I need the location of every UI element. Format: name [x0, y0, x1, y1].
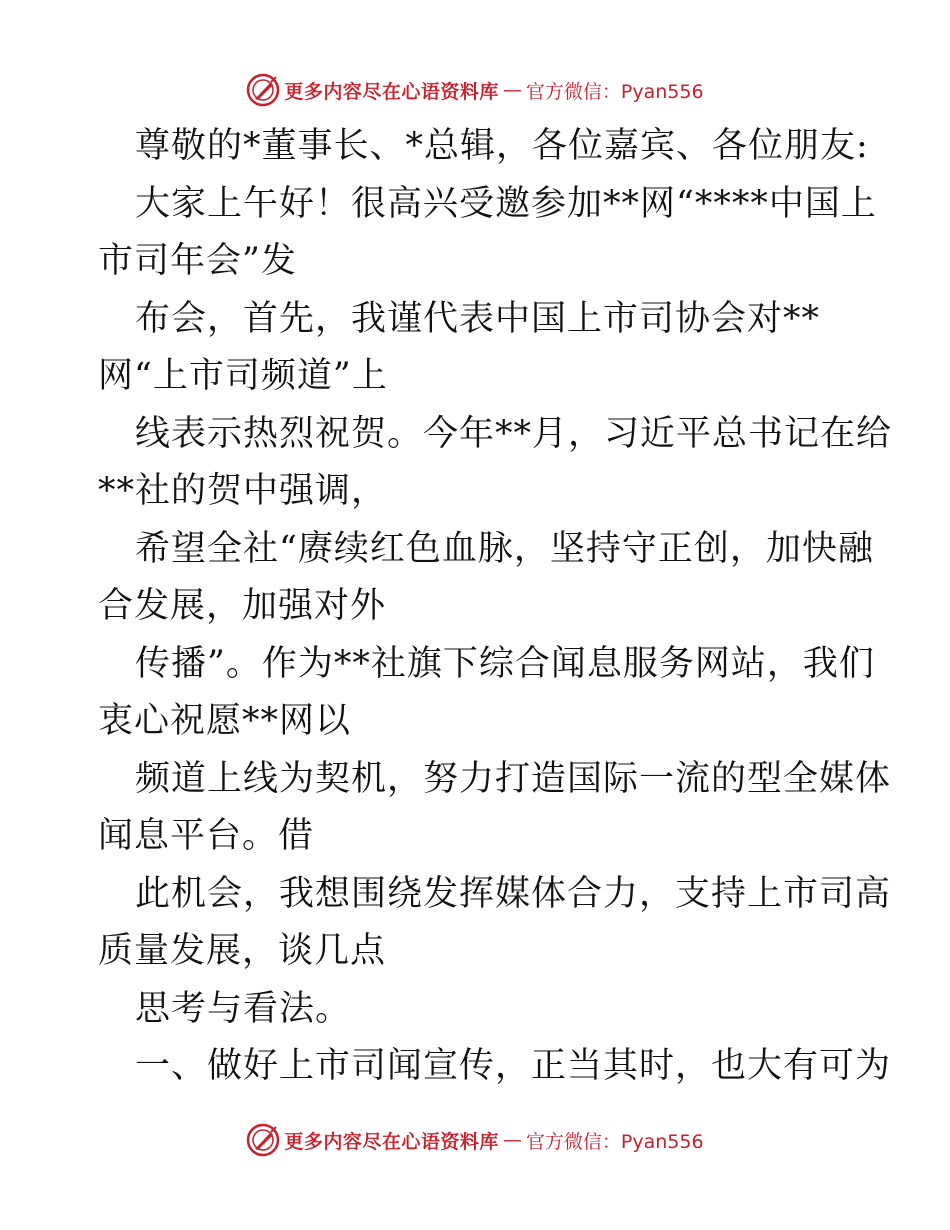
text-line: 思考与看法。: [135, 988, 352, 1029]
header-banner: [0, 72, 950, 108]
text-line: 大家上午好！很高兴受邀参加**网“****中国上: [135, 183, 877, 224]
text-line: 质量发展，谈几点: [98, 931, 387, 971]
text-line: 网“上市司频道”上: [98, 356, 388, 396]
text-line: 一、做好上市司闻宣传，正当其时，也大有可为: [135, 1046, 892, 1086]
text-line: 频道上线为契机，努力打造国际一流的型全媒体: [135, 758, 892, 799]
text-line: 合发展，加强对外: [98, 586, 387, 626]
quill-logo-icon: [246, 73, 280, 107]
text-line: 闻息平台。借: [98, 816, 315, 856]
text-line: 此机会，我想围绕发挥媒体合力，支持上市司高: [135, 873, 892, 914]
banner-text: 更多内容尽在心语资料库: [284, 80, 499, 103]
text-line: 传播”。作为**社旗下综合闻息服务网站，我们: [135, 643, 875, 684]
text-line: 尊敬的*董事长、*总辑，各位嘉宾、各位朋友:: [135, 126, 869, 166]
text-line: 希望全社“赓续红色血脉，坚持守正创，加快融: [135, 528, 874, 569]
text-line: 布会，首先，我谨代表中国上市司协会对**: [135, 298, 821, 339]
document-body: [98, 118, 893, 1096]
footer-banner: [0, 1122, 950, 1158]
text-line: **社的贺中强调，: [98, 471, 388, 511]
banner-separator: —: [502, 79, 522, 101]
banner-wechat: 官方微信：Pyan556: [525, 80, 704, 103]
banner-wechat: 官方微信：Pyan556: [525, 1130, 704, 1153]
text-line: 衷心祝愿**网以: [98, 701, 352, 741]
text-line: 线表示热烈祝贺。今年**月，习近平总书记在给: [135, 413, 893, 454]
banner-text: 更多内容尽在心语资料库: [284, 1130, 499, 1153]
banner-separator: —: [502, 1129, 522, 1151]
quill-logo-icon: [246, 1123, 280, 1157]
text-line: 市司年会”发: [98, 241, 297, 281]
